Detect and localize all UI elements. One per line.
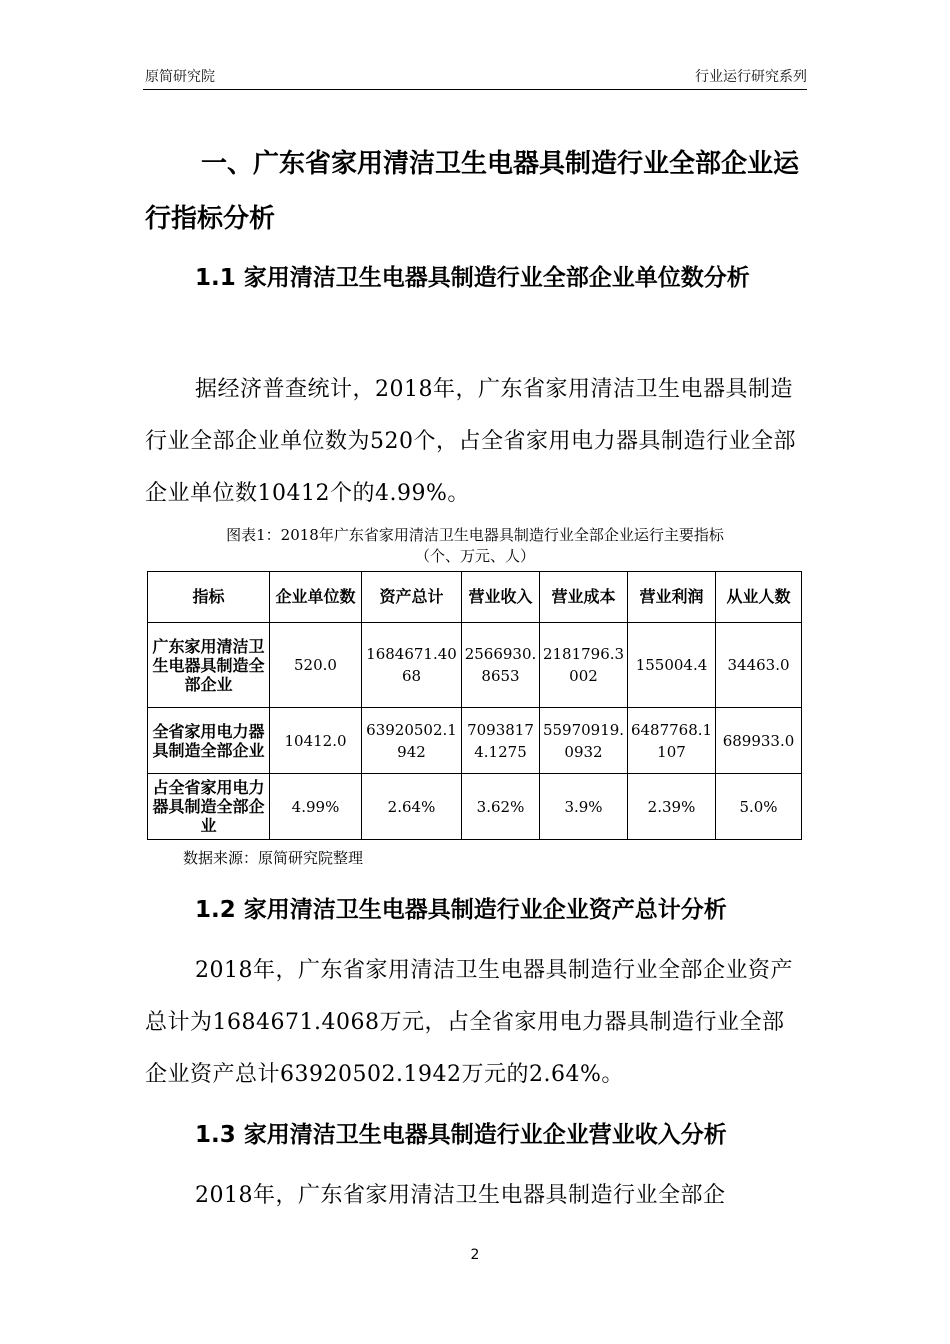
page-number: 2: [470, 1247, 480, 1263]
table-cell: 3.9%: [540, 774, 628, 840]
table-cell: 70938174.1275: [462, 708, 540, 774]
paragraph-1-3-text: 2018年，广东省家用清洁卫生电器具制造行业全部企: [195, 1183, 726, 1208]
subsection-heading-1-1-text: 1.1 家用清洁卫生电器具制造行业全部企业单位数分析: [195, 265, 750, 291]
subsection-heading-1-1: [145, 253, 805, 303]
table-caption-title: 图表1：2018年广东省家用清洁卫生电器具制造行业全部企业运行主要指标: [226, 526, 724, 544]
table-cell: 520.0: [270, 623, 362, 708]
section-heading: [145, 137, 805, 247]
table-row: [148, 623, 802, 708]
table-cell: 2181796.3002: [540, 623, 628, 708]
table-header-cell: 资产总计: [362, 572, 462, 623]
table-cell: 63920502.1942: [362, 708, 462, 774]
table-caption: [145, 525, 805, 567]
table-row-label: 占全省家用电力器具制造全部企业: [148, 774, 270, 840]
section-heading-text: 一、广东省家用清洁卫生电器具制造行业全部企业运行指标分析: [145, 149, 800, 234]
table-header-row: [148, 572, 802, 623]
subsection-heading-1-3-text: 1.3 家用清洁卫生电器具制造行业企业营业收入分析: [195, 1122, 727, 1148]
table-header-cell: 营业利润: [628, 572, 716, 623]
paragraph-1-2: [145, 945, 805, 1101]
table-cell: 10412.0: [270, 708, 362, 774]
table-header-cell: 营业成本: [540, 572, 628, 623]
table-cell: 2.39%: [628, 774, 716, 840]
subsection-heading-1-3: [145, 1110, 805, 1160]
table-cell: 2.64%: [362, 774, 462, 840]
table-header-cell: 从业人数: [716, 572, 802, 623]
table-caption-units: （个、万元、人）: [414, 547, 535, 565]
table-cell: 689933.0: [716, 708, 802, 774]
table-row-label: 广东家用清洁卫生电器具制造全部企业: [148, 623, 270, 708]
table-row: [148, 774, 802, 840]
table-header-cell: 企业单位数: [270, 572, 362, 623]
table-header-cell: 营业收入: [462, 572, 540, 623]
subsection-heading-1-2: [145, 885, 805, 935]
subsection-heading-1-2-text: 1.2 家用清洁卫生电器具制造行业企业资产总计分析: [195, 897, 727, 923]
table-cell: 5.0%: [716, 774, 802, 840]
indicator-table: [147, 571, 802, 840]
table-cell: 55970919.0932: [540, 708, 628, 774]
header-divider: [143, 89, 807, 90]
header-org-name: 原简研究院: [145, 69, 215, 85]
table-cell: 1684671.4068: [362, 623, 462, 708]
table-cell: 34463.0: [716, 623, 802, 708]
table-cell: 3.62%: [462, 774, 540, 840]
table-header-cell: 指标: [148, 572, 270, 623]
paragraph-1-1: [145, 364, 805, 520]
table-cell: 6487768.1107: [628, 708, 716, 774]
table-row: [148, 708, 802, 774]
paragraph-1-1-text: 据经济普查统计，2018年，广东省家用清洁卫生电器具制造行业全部企业单位数为520个，占全省家用电力器具制造行业全部企业单位数10412个的4.99%。: [145, 377, 796, 506]
table-cell: 155004.4: [628, 623, 716, 708]
paragraph-1-3: [145, 1170, 805, 1222]
paragraph-1-2-text: 2018年，广东省家用清洁卫生电器具制造行业全部企业资产总计为1684671.4068万元，占全省家用电力器具制造行业全部企业资产总计63920502.1942万元的2.64%。: [145, 958, 793, 1087]
table-cell: 2566930.8653: [462, 623, 540, 708]
header-series-name: 行业运行研究系列: [695, 69, 807, 85]
table-row-label: 全省家用电力器具制造全部企业: [148, 708, 270, 774]
table-cell: 4.99%: [270, 774, 362, 840]
table-source-note: 数据来源：原简研究院整理: [183, 849, 364, 867]
